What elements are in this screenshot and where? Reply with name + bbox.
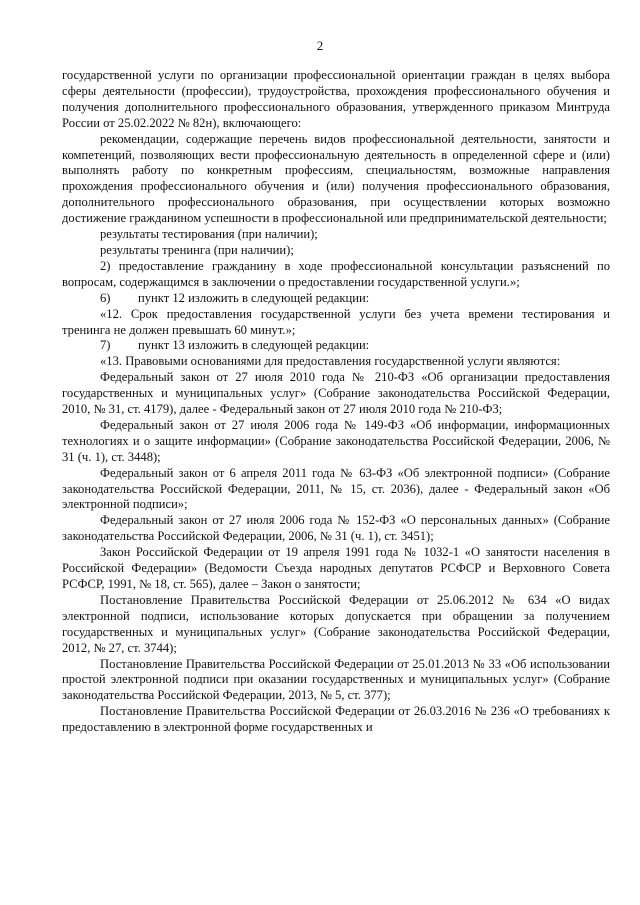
list-item-text: пункт 12 изложить в следующей редакции: bbox=[138, 290, 370, 305]
paragraph-training-results: результаты тренинга (при наличии); bbox=[100, 242, 294, 257]
paragraph-intro: государственной услуги по организации профессиональной ориентации граждан в целях выбора сферы деятельности (профессии), трудоустройства, прохождения профессионального обучения и получения дополнительного профессионального образования, утвержденного приказом Минтруда России от 25.02.2022 № 82н), включающего: bbox=[62, 68, 610, 130]
paragraph-law-1032: Закон Российской Федерации от 19 апреля 1991 года № 1032-1 «О занятости населения в Российской Федерации» (Ведомости Съезда народных депутатов РСФСР и Верховного Совета РСФСР, 1991, № 18, ст. 565), далее – Закон о занятости; bbox=[62, 545, 610, 591]
paragraph-law-63: Федеральный закон от 6 апреля 2011 года № 63-ФЗ «Об электронной подписи» (Собрание законодательства Российской Федерации, 2011, № 15, ст. 2036), далее - Федеральный закон «Об электронной подписи»; bbox=[62, 465, 610, 512]
paragraph-law-149: Федеральный закон от 27 июля 2006 года № 149-ФЗ «Об информации, информационных технологиях и о защите информации» (Собрание законодательства Российской Федерации, 2006, № 31 (ч. 1), ст. 3448); bbox=[62, 417, 610, 464]
paragraph-law-210: Федеральный закон от 27 июля 2010 года № 210-ФЗ «Об организации предоставления государственных и муниципальных услуг» (Собрание законодательства Российской Федерации, 2010, № 31, ст. 4179), далее - Федеральный закон от 27 июля 2010 года № 210-ФЗ; bbox=[62, 370, 610, 417]
list-item-6 bbox=[62, 291, 610, 307]
paragraph-decree-634: Постановление Правительства Российской Федерации от 25.06.2012 № 634 «О видах электронной подписи, использование которых допускается при обращении за получением государственных и муниципальных услуг» (Собрание законодательства Российской Федерации, 2012, № 27, ст. 3744); bbox=[62, 592, 610, 655]
page-number: 2 bbox=[316, 38, 324, 53]
paragraph-clause-13: «13. Правовыми основаниями для предоставления государственной услуги являются: bbox=[100, 354, 561, 369]
paragraph-testing-results: результаты тестирования (при наличии); bbox=[100, 227, 318, 242]
list-item-number: 7) bbox=[100, 338, 111, 353]
paragraph-recommendations: рекомендации, содержащие перечень видов профессиональной деятельности, занятости и компетенций, позволяющих вести профессиональную деятельность в определенной сфере и (или) выполнять работу по конкретным профессиям, специальностям, возможные направления прохождения профессионального обучения и (или) получения профессионального образования, дополнительного профессионального образования, при осуществлении которых возможно достижение гражданином успешности в профессиональной или предпринимательской деятельности; bbox=[62, 131, 610, 226]
paragraph-decree-33: Постановление Правительства Российской Федерации от 25.01.2013 № 33 «Об использовании простой электронной подписи при оказании государственных и муниципальных услуг» (Собрание законодательства Российской Федерации, 2013, № 5, ст. 377); bbox=[62, 656, 610, 703]
paragraph-decree-236: Постановление Правительства Российской Федерации от 26.03.2016 № 236 «О требованиях к предоставлению в электронной форме государственных и bbox=[62, 704, 610, 735]
list-item-text: пункт 13 изложить в следующей редакции: bbox=[138, 338, 370, 353]
document-body bbox=[62, 68, 610, 736]
paragraph-clause-12: «12. Срок предоставления государственной услуги без учета времени тестирования и тренинга не должен превышать 60 минут.»; bbox=[62, 306, 610, 337]
list-item-number: 6) bbox=[100, 290, 111, 305]
list-item-7 bbox=[62, 338, 610, 354]
paragraph-consultation: 2) предоставление гражданину в ходе профессиональной консультации разъяснений по вопросам, содержащимся в заключении о предоставлении государственной услуги.»; bbox=[62, 258, 610, 289]
paragraph-law-152: Федеральный закон от 27 июля 2006 года № 152-ФЗ «О персональных данных» (Собрание законодательства Российской Федерации, 2006, № 31 (ч. 1), ст. 3451); bbox=[62, 513, 610, 544]
